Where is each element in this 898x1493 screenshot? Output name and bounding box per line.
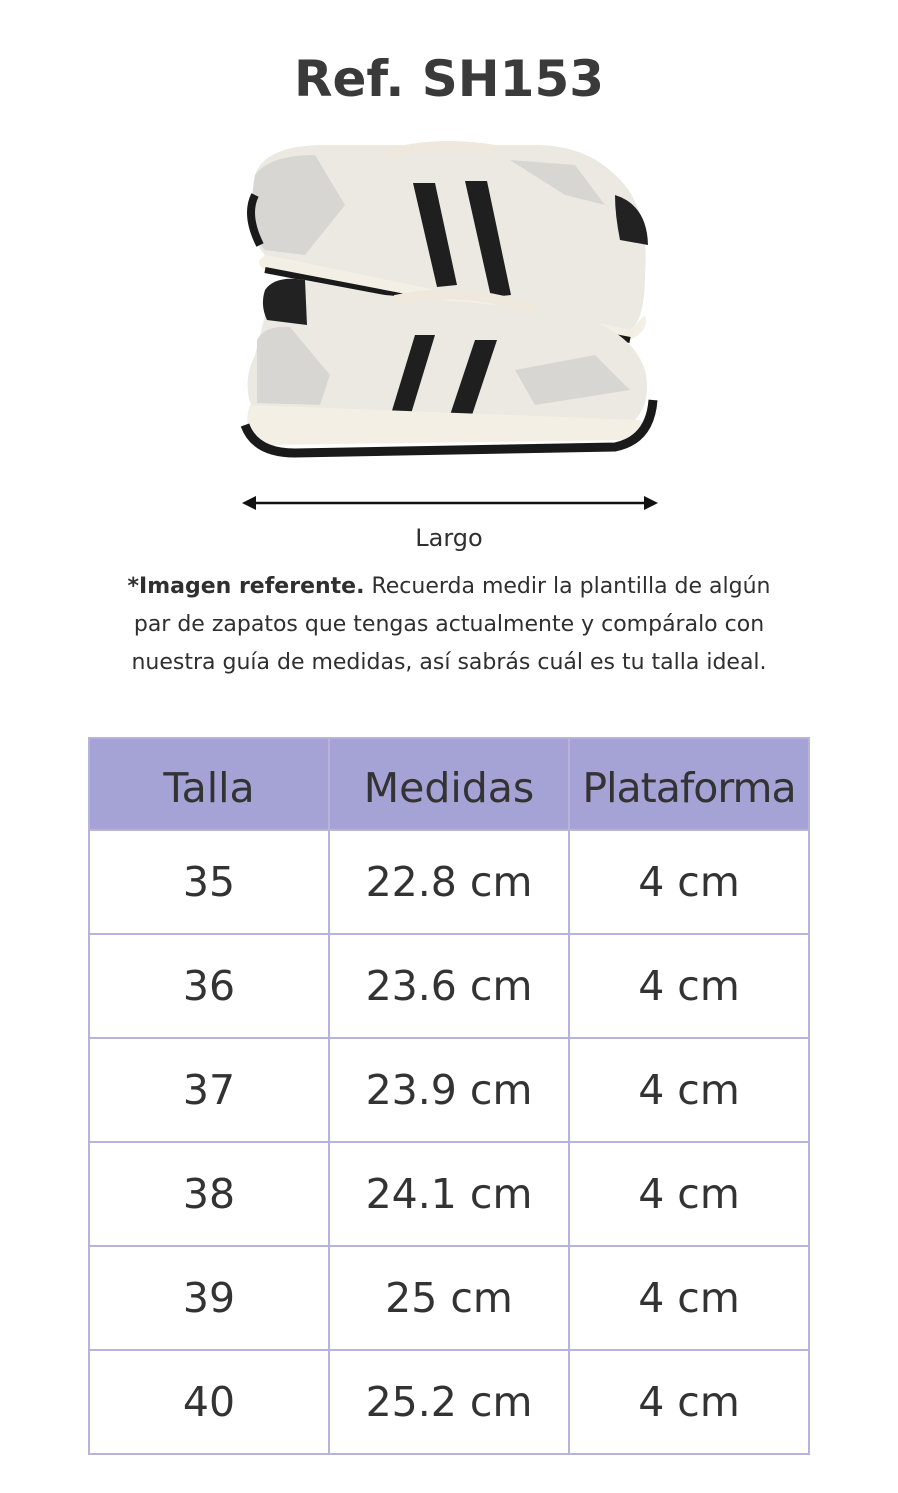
note-text: Recuerda medir la plantilla de algún par de zapatos que tengas actualmente y compáralo con nuestra guía de medidas, así sabrás cuál es tu talla ideal. — [131, 574, 771, 675]
cell-plataforma: 4 cm — [569, 830, 809, 934]
header-talla: Talla — [89, 738, 329, 830]
table-row — [89, 1038, 809, 1142]
cell-medidas: 23.6 cm — [329, 934, 569, 1038]
cell-plataforma: 4 cm — [569, 1246, 809, 1350]
shoe-pair-icon — [235, 135, 665, 465]
cell-plataforma: 4 cm — [569, 934, 809, 1038]
cell-medidas: 22.8 cm — [329, 830, 569, 934]
table-row — [89, 1246, 809, 1350]
page-title: Ref. SH153 — [293, 50, 605, 108]
measure-label: Largo — [415, 524, 483, 552]
cell-plataforma: 4 cm — [569, 1142, 809, 1246]
cell-medidas: 25.2 cm — [329, 1350, 569, 1454]
cell-plataforma: 4 cm — [569, 1350, 809, 1454]
reference-note — [120, 568, 778, 682]
table-row — [89, 934, 809, 1038]
header-medidas: Medidas — [329, 738, 569, 830]
table-row — [89, 1142, 809, 1246]
cell-talla: 40 — [89, 1350, 329, 1454]
header-plataforma: Plataforma — [569, 738, 809, 830]
cell-talla: 36 — [89, 934, 329, 1038]
table-row — [89, 1350, 809, 1454]
cell-talla: 37 — [89, 1038, 329, 1142]
cell-medidas: 23.9 cm — [329, 1038, 569, 1142]
table-header-row — [89, 738, 809, 830]
cell-talla: 39 — [89, 1246, 329, 1350]
note-emphasis: *Imagen referente. — [127, 574, 365, 599]
cell-talla: 35 — [89, 830, 329, 934]
cell-medidas: 25 cm — [329, 1246, 569, 1350]
cell-medidas: 24.1 cm — [329, 1142, 569, 1246]
size-table — [88, 737, 810, 1455]
length-arrow — [242, 492, 658, 514]
cell-plataforma: 4 cm — [569, 1038, 809, 1142]
table-row — [89, 830, 809, 934]
cell-talla: 38 — [89, 1142, 329, 1246]
